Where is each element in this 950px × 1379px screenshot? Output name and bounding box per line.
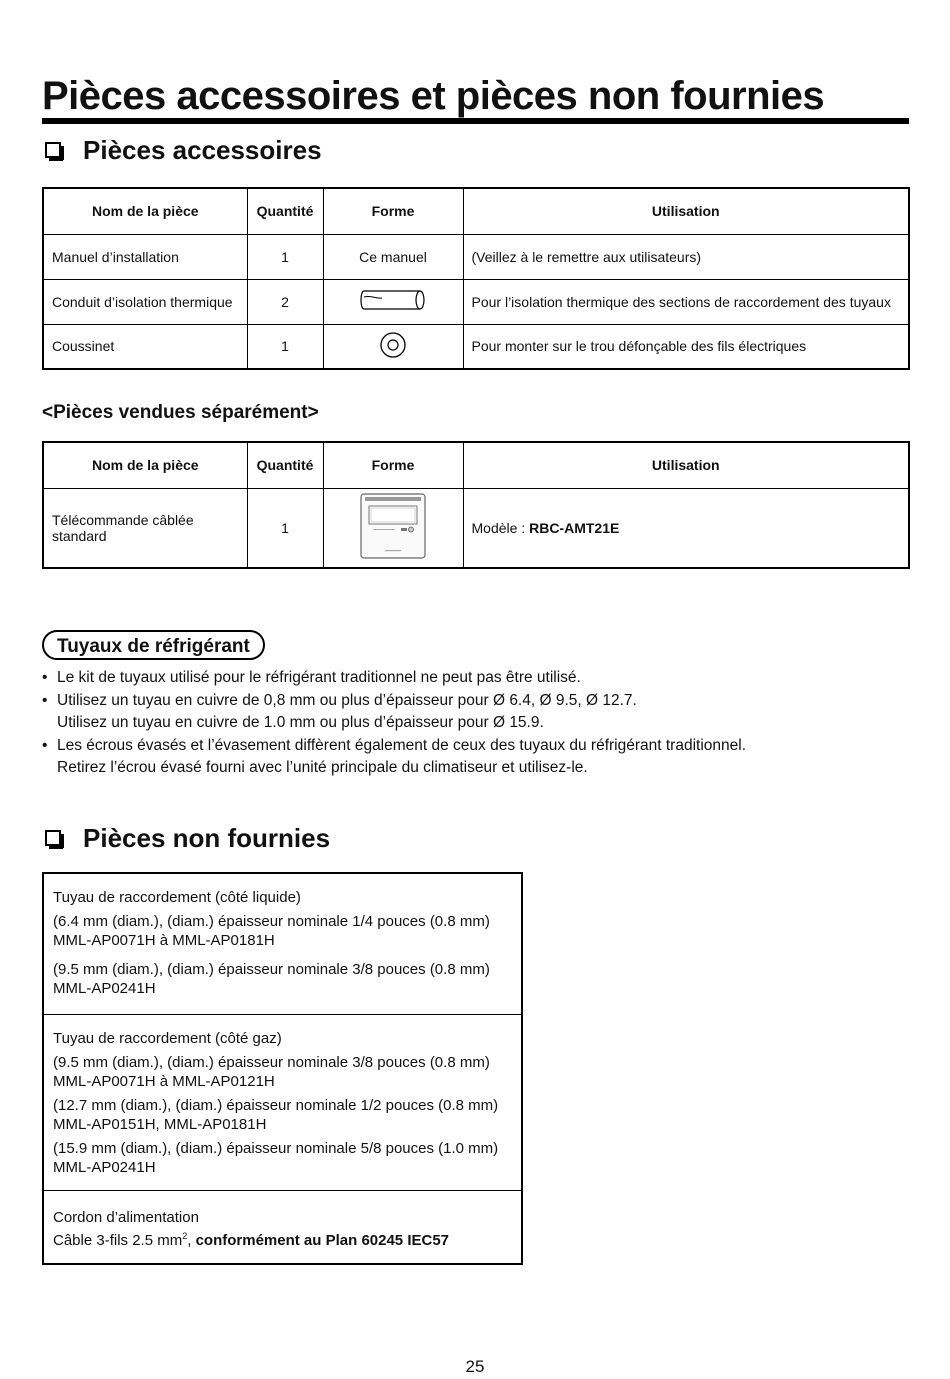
header-qty: Quantité xyxy=(247,442,323,488)
not-supplied-liquid xyxy=(44,874,521,1015)
table-row xyxy=(43,324,909,369)
checkbox-bullet-icon xyxy=(45,142,61,158)
cell-use xyxy=(463,488,909,568)
bullet-line: Utilisez un tuyau en cuivre de 1.0 mm ou plus d’épaisseur pour Ø 15.9. xyxy=(57,714,544,731)
table-header-row xyxy=(43,188,909,234)
list-item xyxy=(42,667,902,690)
cable-standard: conformément au Plan 60245 IEC57 xyxy=(195,1232,450,1249)
header-shape: Forme xyxy=(323,188,463,234)
cell-use: (Veillez à le remettre aux utilisateurs) xyxy=(463,234,909,279)
table-row xyxy=(43,488,909,568)
checkbox-bullet-icon xyxy=(45,830,61,846)
liquid-item xyxy=(53,912,512,950)
cell-use: Pour l’isolation thermique des sections de raccordement des tuyaux xyxy=(463,279,909,324)
header-shape: Forme xyxy=(323,442,463,488)
cell-qty: 1 xyxy=(247,488,323,568)
bullet-line: • Le kit de tuyaux utilisé pour le réfrigérant traditionnel ne peut pas être utilisé. xyxy=(57,669,581,686)
power-cable xyxy=(53,1227,512,1250)
power-title: Cordon d’alimentation xyxy=(53,1209,199,1226)
cell-qty: 1 xyxy=(247,324,323,369)
list-item xyxy=(42,735,902,780)
section-heading-not-supplied-text: Pièces non fournies xyxy=(83,823,331,853)
cell-name: Coussinet xyxy=(43,324,247,369)
refrigerant-bullet-list xyxy=(42,667,902,780)
bullet-line: Retirez l’écrou évasé fourni avec l’unité principale du climatiseur et utilisez-le. xyxy=(57,759,588,776)
table-row xyxy=(43,279,909,324)
cable-text: Câble 3-fils 2.5 mm xyxy=(53,1232,183,1249)
list-item xyxy=(42,690,902,735)
cell-name: Télécommande câblée standard xyxy=(43,488,247,568)
liquid-title: Tuyau de raccordement (côté liquide) xyxy=(53,889,301,906)
not-supplied-gas xyxy=(44,1015,521,1191)
bushing-icon xyxy=(378,330,408,360)
header-name: Nom de la pièce xyxy=(43,442,247,488)
gas-title: Tuyau de raccordement (côté gaz) xyxy=(53,1030,282,1047)
cell-qty: 1 xyxy=(247,234,323,279)
pipe-spec: (9.5 mm (diam.), (diam.) épaisseur nominale 3/8 pouces (0.8 mm) xyxy=(53,1054,490,1071)
insulation-pipe-icon xyxy=(358,287,428,313)
not-supplied-box xyxy=(42,872,523,1265)
gas-item xyxy=(53,1053,512,1091)
remote-controller-icon xyxy=(359,492,427,560)
liquid-item xyxy=(53,960,512,998)
cell-name: Conduit d’isolation thermique xyxy=(43,279,247,324)
pipe-models: MML-AP0151H, MML-AP0181H xyxy=(53,1116,267,1133)
gas-item xyxy=(53,1139,512,1177)
section-heading-accessories xyxy=(42,134,322,166)
model-number: RBC-AMT21E xyxy=(529,519,620,536)
table-header-row xyxy=(43,442,909,488)
model-prefix: Modèle : xyxy=(471,519,530,536)
accessories-table xyxy=(42,187,910,370)
bullet-line: • Les écrous évasés et l’évasement diffèrent également de ceux des tuyaux du réfrigérant traditionnel. xyxy=(57,736,747,754)
pipe-spec: (15.9 mm (diam.), (diam.) épaisseur nominale 5/8 pouces (1.0 mm) xyxy=(53,1140,499,1157)
title-rule xyxy=(42,118,909,124)
cell-name: Manuel d’installation xyxy=(43,234,247,279)
header-use: Utilisation xyxy=(463,442,909,488)
not-supplied-power xyxy=(44,1191,521,1250)
gas-item xyxy=(53,1096,512,1134)
cell-use: Pour monter sur le trou défonçable des fils électriques xyxy=(463,324,909,369)
page-title: Pièces accessoires et pièces non fournies xyxy=(42,74,825,118)
sold-separately-table xyxy=(42,441,910,569)
cell-shape xyxy=(323,488,463,568)
cell-shape xyxy=(323,324,463,369)
page-number: 25 xyxy=(465,1357,485,1376)
pipe-models: MML-AP0241H xyxy=(53,980,156,997)
pipe-spec: (9.5 mm (diam.), (diam.) épaisseur nominale 3/8 pouces (0.8 mm) xyxy=(53,961,490,978)
header-name: Nom de la pièce xyxy=(43,188,247,234)
table-row xyxy=(43,234,909,279)
header-use: Utilisation xyxy=(463,188,909,234)
cell-qty: 2 xyxy=(247,279,323,324)
pipe-models: MML-AP0071H à MML-AP0181H xyxy=(53,932,275,949)
sold-separately-heading: <Pièces vendues séparément> xyxy=(42,402,319,423)
cable-sup: 2 xyxy=(182,1231,188,1241)
pipe-spec: (12.7 mm (diam.), (diam.) épaisseur nominale 1/2 pouces (0.8 mm) xyxy=(53,1097,499,1114)
bullet-line: • Utilisez un tuyau en cuivre de 0,8 mm ou plus d’épaisseur pour Ø 6.4, Ø 9.5, Ø 12.7. xyxy=(57,691,637,709)
pipe-models: MML-AP0241H xyxy=(53,1159,156,1176)
section-heading-accessories-text: Pièces accessoires xyxy=(83,135,322,165)
refrigerant-heading: Tuyaux de réfrigérant xyxy=(42,630,265,660)
cell-shape: Ce manuel xyxy=(323,234,463,279)
header-qty: Quantité xyxy=(247,188,323,234)
cable-comma: , xyxy=(187,1232,196,1249)
pipe-spec: (6.4 mm (diam.), (diam.) épaisseur nominale 1/4 pouces (0.8 mm) xyxy=(53,913,490,930)
pipe-models: MML-AP0071H à MML-AP0121H xyxy=(53,1073,275,1090)
section-heading-not-supplied xyxy=(42,822,330,854)
cell-shape xyxy=(323,279,463,324)
